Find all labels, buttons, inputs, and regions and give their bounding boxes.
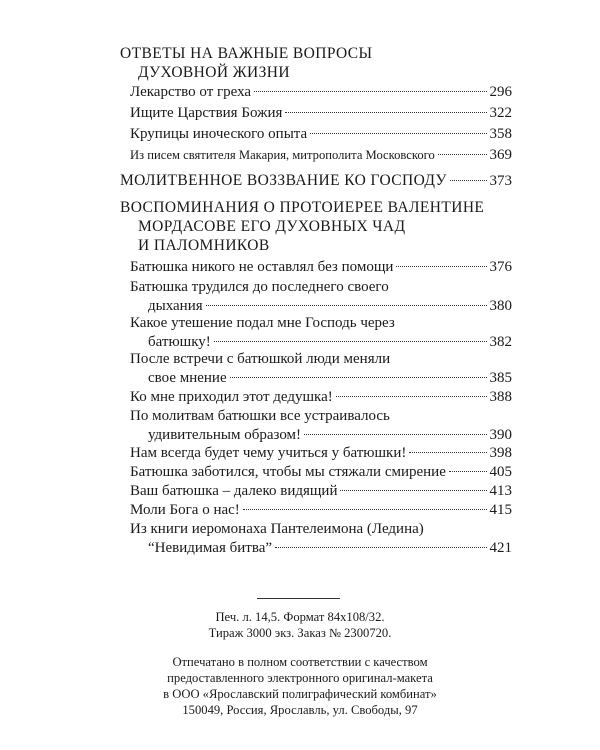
leader-dots [450, 180, 487, 181]
toc-entry-page: 369 [489, 147, 512, 163]
toc-entry[interactable] [130, 463, 512, 482]
leader-dots [275, 547, 486, 548]
imprint-line: Отпечатано в полном соответствии с качеством [172, 655, 428, 669]
toc-entry-page: 322 [489, 105, 512, 121]
toc-entry-page: 390 [489, 427, 512, 443]
section-title-line: ДУХОВНОЙ ЖИЗНИ [138, 64, 290, 81]
toc-entry[interactable] [130, 125, 512, 144]
toc-entry-page: 373 [489, 173, 512, 189]
colophon-line: Печ. л. 14,5. Формат 84х108/32. [215, 610, 385, 624]
toc-entry[interactable] [130, 501, 512, 520]
leader-dots [396, 266, 486, 267]
toc-entry-title: Батюшка никого не оставлял без помощи [130, 259, 394, 275]
toc-entry-title-cont: батюшку! [148, 334, 211, 350]
leader-dots [285, 112, 486, 113]
leader-dots [438, 154, 487, 155]
toc-entry-title: Ваш батюшка – далеко видящий [130, 483, 338, 499]
section-title-line: ВОСПОМИНАНИЯ О ПРОТОИЕРЕЕ ВАЛЕНТИНЕ [120, 199, 485, 216]
toc-entry-title-cont: дыхания [148, 298, 203, 314]
toc-entry[interactable] [130, 146, 512, 165]
toc-entry-title: После встречи с батюшкой люди меняли [130, 351, 391, 367]
toc-entry[interactable] [130, 444, 512, 463]
printer-imprint [0, 654, 600, 718]
toc-entry[interactable] [130, 104, 512, 123]
toc-entry-page: 385 [489, 370, 512, 386]
toc-entry[interactable] [130, 388, 512, 407]
leader-dots [304, 434, 486, 435]
toc-entry-title: Какое утешение подал мне Господь через [130, 315, 395, 331]
toc-entry-title-cont: свое мнение [148, 370, 227, 386]
toc-entry-page: 413 [489, 483, 512, 499]
colophon-line: Тираж 3000 экз. Заказ № 2300720. [208, 626, 392, 640]
toc-entry-title: Батюшка заботился, чтобы мы стяжали смирение [130, 464, 446, 480]
toc-entry-page: 405 [489, 464, 512, 480]
toc-entry[interactable] [130, 278, 512, 316]
section-title-line: МОРДАСОВЕ ЕГО ДУХОВНЫХ ЧАД [138, 218, 406, 235]
toc-entry[interactable] [130, 350, 512, 388]
leader-dots [214, 341, 487, 342]
toc-entry-page: 415 [489, 502, 512, 518]
colophon-divider [257, 598, 340, 599]
section-title-prayer: МОЛИТВЕННОЕ ВОЗЗВАНИЕ КО ГОСПОДУ [120, 172, 447, 189]
toc-entry[interactable] [130, 482, 512, 501]
toc-entry-page: 376 [489, 259, 512, 275]
toc-entry-page: 421 [489, 540, 512, 556]
leader-dots [243, 509, 487, 510]
toc-entry-title: По молитвам батюшки все устраивалось [130, 408, 390, 424]
toc-entry-page: 388 [489, 389, 512, 405]
toc-entry-page: 296 [489, 84, 512, 100]
toc-entry-prayer[interactable] [120, 171, 512, 191]
section-title-memories [120, 198, 484, 255]
toc-entry[interactable] [130, 520, 512, 558]
toc-entry-title: Моли Бога о нас! [130, 502, 240, 518]
toc-entry-page: 380 [489, 298, 512, 314]
toc-entry[interactable] [130, 314, 512, 352]
section-title-line: И ПАЛОМНИКОВ [138, 237, 270, 254]
toc-entry-title: Ищите Царствия Божия [130, 105, 283, 121]
toc-entry-title: Ко мне приходил этот дедушка! [130, 389, 333, 405]
toc-entry-title: Лекарство от греха [130, 84, 252, 100]
toc-entry-title: Из книги иеромонаха Пантелеимона (Ледина) [130, 521, 424, 537]
colophon [0, 609, 600, 641]
toc-entry-title-cont: “Невидимая битва” [148, 540, 273, 556]
toc-entry[interactable] [130, 407, 512, 445]
imprint-line: в ООО «Ярославский полиграфический комбинат» [163, 687, 437, 701]
toc-entry-title: Из писем святителя Макария, митрополита Московского [130, 148, 435, 162]
leader-dots [409, 452, 486, 453]
toc-entry[interactable] [130, 258, 512, 277]
section-title-line: ОТВЕТЫ НА ВАЖНЫЕ ВОПРОСЫ [120, 45, 373, 62]
toc-entry-title: Крупицы иноческого опыта [130, 126, 308, 142]
imprint-line: 150049, Россия, Ярославль, ул. Свободы, 97 [182, 703, 418, 717]
leader-dots [340, 490, 486, 491]
leader-dots [230, 377, 487, 378]
leader-dots [336, 396, 487, 397]
leader-dots [206, 305, 487, 306]
toc-entry-title: Нам всегда будет чему учиться у батюшки! [130, 445, 407, 461]
toc-entry-page: 382 [489, 334, 512, 350]
toc-entry[interactable] [130, 83, 512, 102]
toc-entry-page: 398 [489, 445, 512, 461]
toc-entry-title: Батюшка трудился до последнего своего [130, 279, 389, 295]
section-title-answers [120, 44, 372, 82]
leader-dots [449, 471, 487, 472]
toc-entry-title-cont: удивительным образом! [148, 427, 302, 443]
imprint-line: предоставленного электронного оригинал-макета [167, 671, 433, 685]
toc-entry-page: 358 [489, 126, 512, 142]
leader-dots [254, 91, 486, 92]
leader-dots [310, 133, 486, 134]
